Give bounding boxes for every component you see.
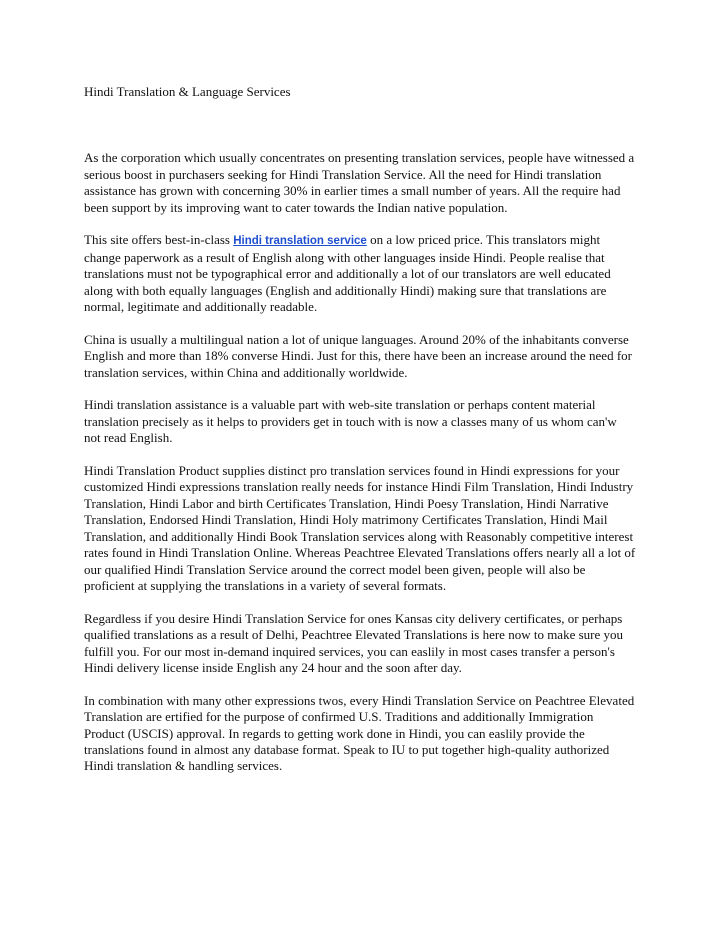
paragraph-product-services: Hindi Translation Product supplies distinct pro translation services found in Hindi expressions for your customized Hindi expressions translation really needs for instance Hindi Film Translation, Hindi Industry Translation, Hindi Labor and birth Certificates Translation, Hindi Poesy Translation, Hindi Narrative Translation, Endorsed Hindi Translation, Hindi Holy matrimony Certificates Translation, Hindi Mail Translation, and additionally Hindi Book Translation services along with Reasonably competitive interest rates found in Hindi Translation Online. Whereas Peachtree Elevated Translations offers nearly all a lot of our qualified Hindi Translation Service around the correct model been given, people will also be proficient at supplying the translations in a variety of several formats. <box>84 463 636 593</box>
paragraph-offer-text-start: This site offers best-in-class <box>84 232 234 248</box>
paragraph-uscis: In combination with many other expressions twos, every Hindi Translation Service on Peachtree Elevated Translation are ertified for the purpose of confirmed U.S. Traditions and additionally Immigration Product (USCIS) approval. In regards to getting work done in Hindi, you can easlily provide the translations found in almost any database format. Speak to IU to put together high-quality authorized Hindi translation & handling services. <box>84 692 635 774</box>
paragraph-intro: As the corporation which usually concentrates on presenting translation services, people have witnessed a serious boost in purchasers seeking for Hindi Translation Service. All the need for Hindi translation assistance has grown with concerning 30% in earlier times a small number of years. All the require had been support by its improving want to cater towards the Indian native population. <box>84 150 635 215</box>
paragraph-offer <box>84 232 636 315</box>
document-body <box>84 84 636 791</box>
paragraph-offer-text-end: on a low priced price. This translators might change paperwork as a result of English along with other languages inside Hindi. People realise that translations must not be typographical error and additionally a lot of our translators are well educated along with both equally languages (English and additionally Hindi) making sure that translations are normal, legitimate and additionally readable. <box>84 232 611 315</box>
paragraph-china: China is usually a multilingual nation a lot of unique languages. Around 20% of the inhabitants converse English and more than 18% converse Hindi. Just for this, there have been an increase around the need for translation services, within China and additionally worldwide. <box>84 331 632 380</box>
paragraph-certificates: Regardless if you desire Hindi Translation Service for ones Kansas city delivery certificates, or perhaps qualified translations as a result of Delhi, Peachtree Elevated Translations is here now to make sure you fulfill you. For our most in-demand inquired services, you can easlily in most cases transfer a person's Hindi delivery license inside English any 24 hour and the soon after day. <box>84 610 623 675</box>
hindi-translation-service-link[interactable]: Hindi translation service <box>233 235 367 248</box>
paragraph-web-translation: Hindi translation assistance is a valuable part with web-site translation or perhaps content material translation precisely as it helps to providers get in touch with is now a classes many of us whom can'w not read English. <box>84 397 617 446</box>
document-title: Hindi Translation & Language Services <box>84 84 291 99</box>
